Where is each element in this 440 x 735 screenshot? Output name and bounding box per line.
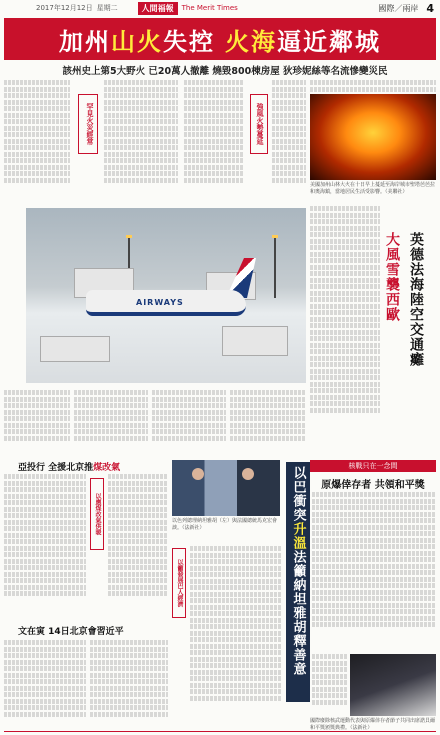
pullquote-wind: 強風火勢蔓延 [250, 94, 268, 154]
wildfire-photo-caption: 美國加州山林大火在十日早上蔓延至海岸城市聖塔芭芭拉和奧海鎮，當地居民生活受影響。（美聯社） [310, 182, 436, 195]
headline-part2: 山火 [111, 26, 163, 56]
israel-title-hot: 升溫 [290, 522, 306, 550]
leaders-photo-caption: 以色列總理納坦雅胡（左）與法國總統馬克宏會談。（法新社） [172, 518, 278, 531]
storm-title-black2: 英德法海陸空交通癱 [408, 232, 424, 367]
headline-part4: 火海 [225, 26, 277, 56]
nobel-photo-caption: 國際廢除核武運動代表與原爆倖存者節子共同出席諾貝爾和平獎頒獎典禮。（法新社） [310, 718, 436, 731]
article-column [108, 474, 168, 620]
asia-title-red: 煤改氣 [93, 463, 121, 473]
storm-headline [382, 232, 434, 432]
article-column [272, 80, 306, 204]
masthead [0, 0, 440, 16]
pullquote-israel: 以籲發展巴人經濟 [172, 548, 186, 618]
nobel-headline: 原爆倖存者 共領和平獎 [321, 480, 425, 491]
main-headline [4, 18, 436, 60]
footer-divider [4, 731, 436, 732]
newspaper-logo: 人間福報 [138, 2, 178, 15]
snowstorm-airport-photo [26, 208, 306, 383]
aircraft-livery-text: AIRWAYS [136, 298, 184, 307]
subheadline: 該州史上第5大野火 已20萬人撤離 燒毀800棟房屋 狄珍妮絲等名流慘變災民 [62, 66, 388, 77]
article-column [152, 390, 226, 452]
article-column [310, 80, 436, 92]
article-column [310, 206, 380, 452]
asia-title-main: 亞投行 全援北京推 [18, 463, 94, 473]
article-column [4, 640, 86, 728]
article-column [190, 546, 282, 730]
section-name: 國際／兩岸 [378, 3, 419, 13]
lamp-post [274, 238, 276, 298]
article-column [230, 390, 306, 452]
storm-title-red: 大風雪 [384, 232, 400, 277]
israel-title-part1: 以巴衝突 [290, 466, 306, 522]
headline-part3: 失控 [163, 26, 215, 56]
pullquote-asia: 以應煤改氣供暖 [90, 478, 104, 550]
storm-title-black1: 襲西歐 [384, 277, 400, 322]
asia-bank-headline [18, 460, 130, 473]
article-column [4, 390, 70, 452]
israel-headline [286, 462, 310, 702]
wildfire-photo [310, 94, 436, 180]
snow-truck [40, 336, 110, 362]
article-column [4, 80, 70, 204]
moon-xi-headline: 文在寅 14日北京會習近平 [18, 627, 124, 637]
newspaper-logo-english: The Merit Times [181, 4, 238, 12]
page-number: 4 [426, 1, 434, 15]
article-column [74, 390, 148, 452]
article-column [312, 492, 436, 650]
nobel-ceremony-photo [350, 654, 436, 716]
headline-part1: 加州 [59, 26, 111, 56]
headline-part5: 逼近鄰城 [277, 26, 381, 56]
issue-weekday: 星期二 [96, 4, 118, 12]
article-column [4, 474, 86, 620]
article-column [312, 654, 348, 716]
article-column [104, 80, 178, 204]
pullquote-fire: 罕見火災經常 [78, 94, 98, 154]
issue-date: 2017年12月12日 [36, 4, 93, 12]
nobel-kicker-banner: 核戰只在一念間 [310, 460, 436, 472]
israel-title-part2: 法籲納坦雅胡釋善意 [290, 550, 306, 676]
snow-truck [222, 326, 288, 356]
article-column [90, 640, 168, 728]
leaders-meeting-photo [172, 460, 280, 516]
article-column [184, 80, 244, 204]
